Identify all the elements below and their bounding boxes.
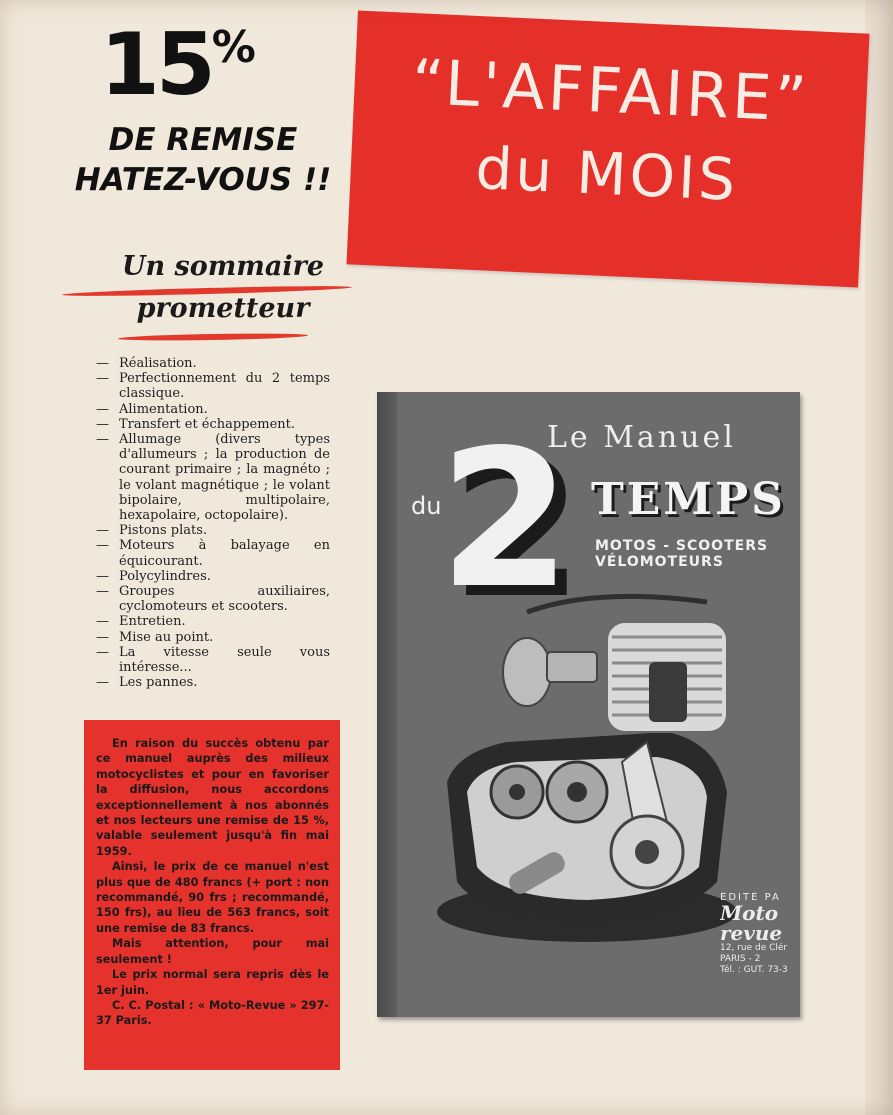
sommaire-heading-line-1: Un sommaire bbox=[121, 251, 325, 282]
contents-item: — Moteurs à balayage en équicourant. bbox=[96, 538, 330, 568]
contents-item: — Perfectionnement du 2 temps classique. bbox=[96, 371, 330, 401]
contents-item: — Mise au point. bbox=[96, 630, 330, 645]
offer-paragraph: En raison du succès obtenu par ce manuel auprès des milieux motocyclistes et pour en favoriser la diffusion, nous accordons exceptionnellement à nos abonnés et nos lecteurs une remise de 15 %, valable seulement jusqu'à fin mai 1959. bbox=[96, 737, 329, 858]
contents-item: — Transfert et échappement. bbox=[96, 417, 330, 432]
discount-headline: 15% bbox=[100, 15, 256, 115]
page-right-edge bbox=[865, 0, 893, 1115]
red-underline-swoosh bbox=[118, 332, 308, 341]
offer-paragraph: Mais attention, pour mai seulement ! bbox=[96, 937, 329, 966]
book-spine bbox=[377, 392, 397, 1017]
offer-paragraph: Ainsi, le prix de ce manuel n'est plus que de 480 francs (+ port : non recommandé, 90 frs ; recommandé, 150 frs), au lieu de 563 francs, soit une remise de 83 francs. bbox=[96, 860, 329, 935]
remise-line-1: DE REMISE bbox=[108, 122, 298, 158]
banner-subtitle: du MOIS bbox=[474, 134, 740, 214]
sommaire-heading-line-2: prometteur bbox=[136, 293, 310, 324]
contents-list bbox=[96, 356, 330, 690]
publisher-block bbox=[720, 892, 800, 976]
publisher-name-2: revue bbox=[720, 921, 783, 945]
book-title-temps: TEMPS bbox=[591, 474, 786, 525]
publisher-address-1: 12, rue de Clér bbox=[720, 943, 788, 953]
remise-line-2: HATEZ-VOUS !! bbox=[74, 162, 332, 198]
sommaire-heading bbox=[78, 246, 368, 330]
banner-title: “L'AFFAIRE” bbox=[410, 45, 812, 137]
contents-item: — Entretien. bbox=[96, 614, 330, 629]
book-title-le-manuel: Le Manuel bbox=[547, 420, 736, 455]
book-subtitle-1: MOTOS - SCOOTERS bbox=[595, 538, 769, 554]
book-subtitle-2: VÉLOMOTEURS bbox=[595, 554, 724, 570]
publisher-edite-par: ÉDITÉ PA bbox=[720, 892, 781, 903]
engine-illustration bbox=[417, 592, 757, 952]
percent-sign: % bbox=[211, 22, 256, 73]
contents-item: — Groupes auxiliaires, cyclomoteurs et scooters. bbox=[96, 584, 330, 614]
book-du: du bbox=[411, 492, 442, 520]
contents-item: — La vitesse seule vous intéresse... bbox=[96, 645, 330, 675]
book-number: 2 bbox=[439, 409, 572, 630]
contents-item: — Pistons plats. bbox=[96, 523, 330, 538]
contents-item: — Les pannes. bbox=[96, 675, 330, 690]
contents-item: — Alimentation. bbox=[96, 402, 330, 417]
offer-paragraph: Le prix normal sera repris dès le 1er juin. bbox=[96, 968, 329, 997]
remise-slogan bbox=[58, 120, 348, 200]
contents-item: — Polycylindres. bbox=[96, 569, 330, 584]
publisher-name: Moto bbox=[720, 901, 779, 925]
offer-paragraph: C. C. Postal : « Moto-Revue » 297-37 Paris. bbox=[96, 998, 329, 1028]
affaire-du-mois-banner bbox=[347, 11, 870, 288]
book-cover bbox=[377, 392, 800, 1017]
contents-item: — Réalisation. bbox=[96, 356, 330, 371]
offer-box bbox=[84, 720, 340, 1070]
publisher-address-3: Tél. : GUT. 73-3 bbox=[720, 965, 788, 975]
contents-item: — Allumage (divers types d'allumeurs ; la production de courant primaire ; la magnéto ; le volant magnétique ; le volant bipolaire, multipolaire, hexapolaire, octopolaire). bbox=[96, 432, 330, 523]
publisher-address-2: PARIS - 2 bbox=[720, 954, 761, 964]
